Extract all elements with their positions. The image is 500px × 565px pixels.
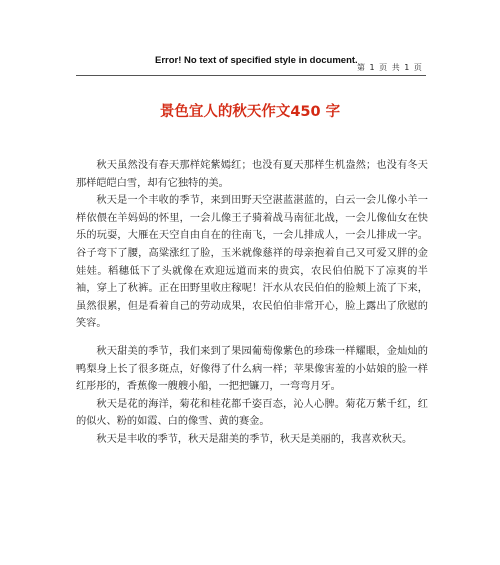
paragraph-flowers: 秋天是花的海洋，菊花和桂花都千姿百态，沁人心脾。菊花万紫千红，红的似火、粉的如霞、白的像雪、黄的赛金。: [76, 398, 428, 428]
document-title: 景色宜人的秋天作文450 字: [159, 104, 341, 120]
header-divider: [76, 75, 426, 76]
paragraph-intro: 秋天虽然没有春天那样姹紫嫣红；也没有夏天那样生机盎然；也没有冬天那样皑皑白雪，却有它独特的美。: [76, 160, 428, 189]
paragraph-conclusion: 秋天是丰收的季节，秋天是甜美的季节，秋天是美丽的，我喜欢秋天。: [96, 433, 413, 445]
document-body: [76, 157, 428, 449]
paragraph-orchard: 秋天甜美的季节，我们来到了果园葡萄像紫色的珍珠一样耀眼，金灿灿的鸭梨身上长了很多斑点，好像得了什么病一样；苹果像害羞的小姑娘的脸一样红彤彤的，香蕉像一艘艘小船，一把把镰刀，一弯弯月牙。: [76, 345, 428, 393]
paragraph-harvest: 秋天是一个丰收的季节，来到田野天空湛蓝湛蓝的，白云一会儿像小羊一样依偎在羊妈妈的怀里，一会儿像王子骑着战马南征北战，一会儿像仙女在快乐的玩耍，大雁在天空自由自在的往南飞，一会儿排成人，一会儿排成一字。谷子弯下了腰，高粱涨红了脸，玉米就像慈祥的母亲抱着自己又可爱又胖的金娃娃。稻穗低下了头就像在欢迎远道而来的贵宾，农民伯伯脱下了凉爽的半袖，穿上了秋裤。正在田野里收庄稼呢！汗水从农民伯伯的脸颊上流了下来，虽然很累，但是看着自己的劳动成果，农民伯伯非常开心，脸上露出了欣慰的笑容。: [76, 195, 428, 330]
header-error-text: Error! No text of specified style in document.: [155, 55, 358, 66]
header-page-number: 第 1 页 共 1 页: [357, 63, 423, 72]
